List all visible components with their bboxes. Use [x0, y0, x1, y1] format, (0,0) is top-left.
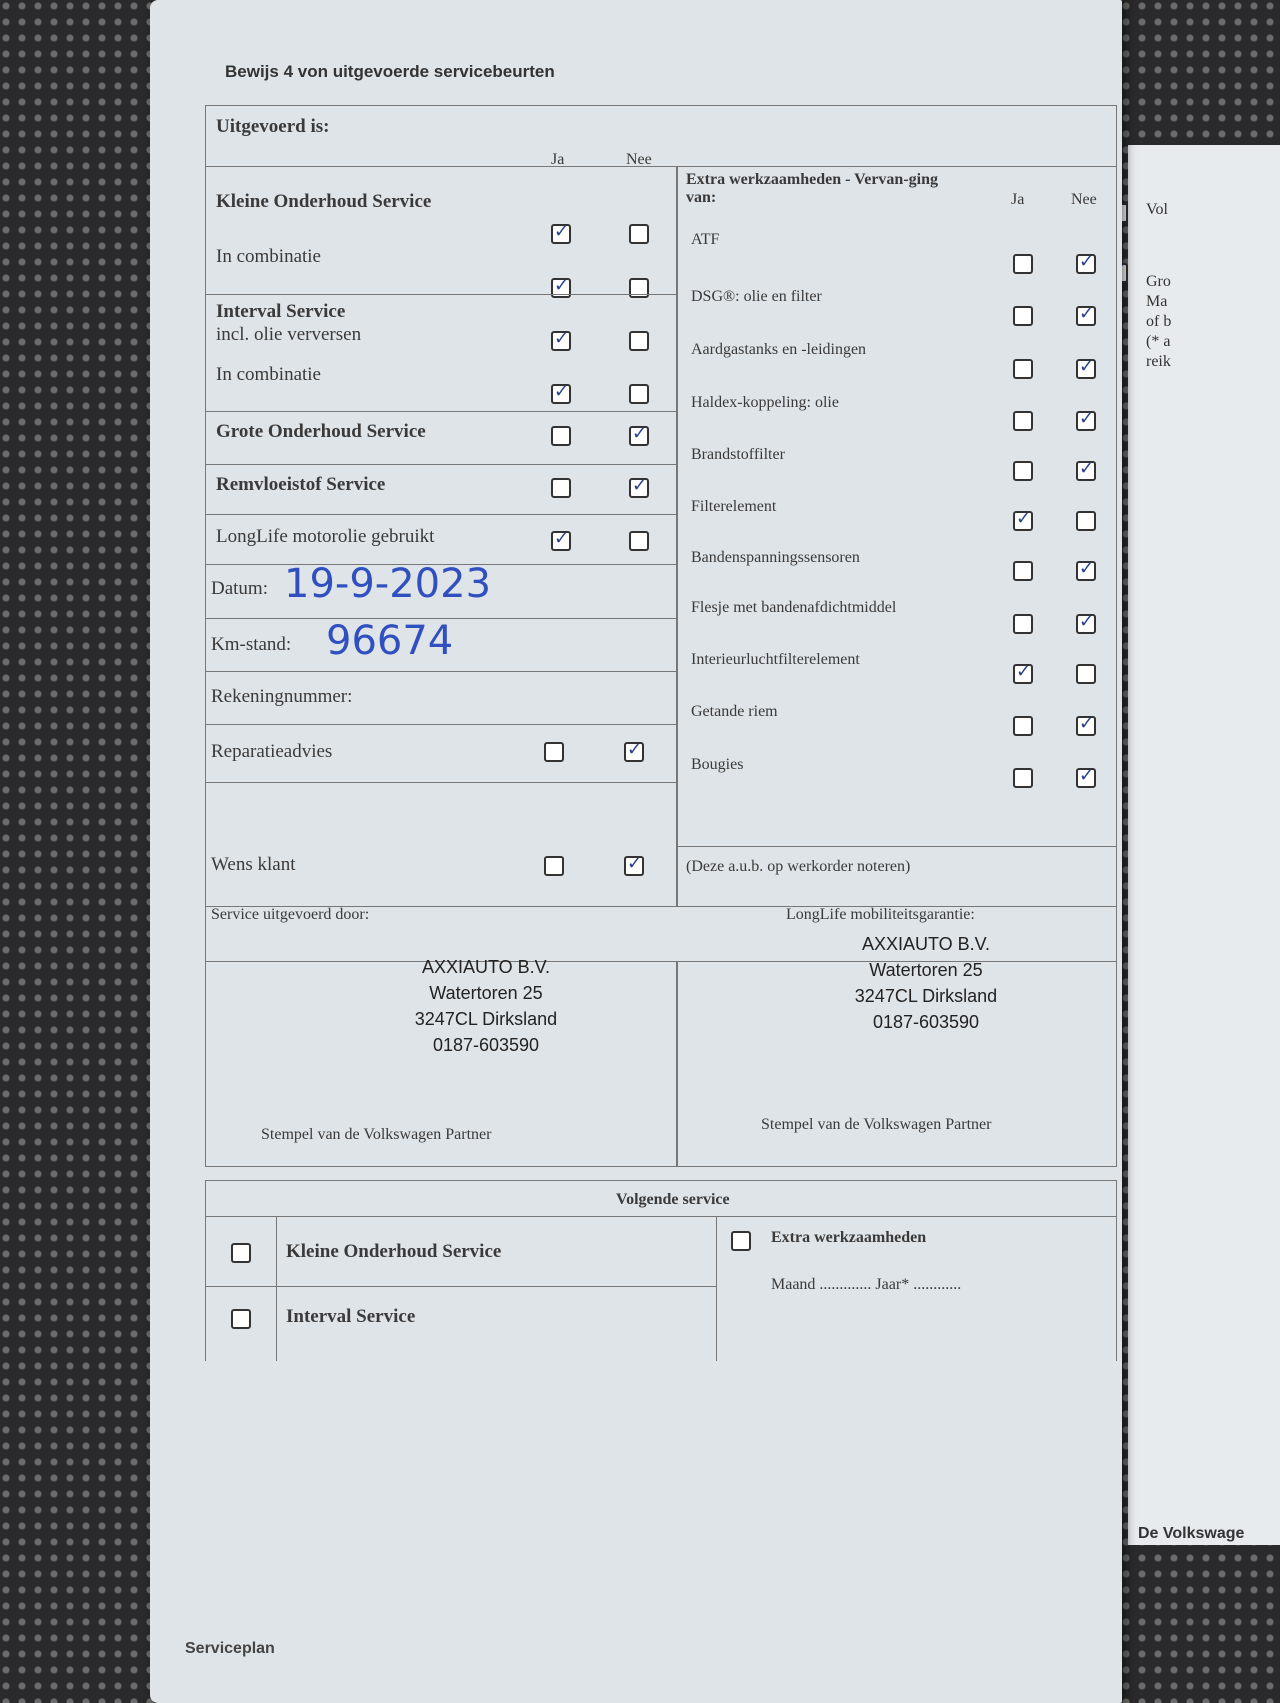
right-header-label: Extra werkzaamheden - Vervan-ging van:	[686, 171, 938, 206]
right-row-label: Getande riem	[691, 703, 778, 720]
left-row-4-nee-checkbox[interactable]	[629, 384, 649, 404]
left-divider-7	[206, 671, 676, 672]
stamp-line: 0187-603590	[432, 1035, 540, 1055]
right-row-1-ja-checkbox[interactable]	[1013, 254, 1033, 274]
left-row-2-nee-checkbox[interactable]	[629, 278, 649, 298]
right-row-label: Haldex-koppeling: olie	[691, 394, 839, 411]
wens-ja-checkbox[interactable]	[544, 856, 564, 876]
reparatie-label: Reparatieadvies	[211, 741, 333, 762]
left-row-label: Interval Service	[216, 301, 346, 322]
stamp-line: 3247CL Dirksland	[854, 986, 998, 1006]
divider-bougies	[676, 846, 1116, 847]
right-page-text-gro: Gro	[1146, 273, 1171, 290]
right-row-6-nee-checkbox[interactable]	[1076, 511, 1096, 531]
km-label: Km-stand:	[211, 634, 292, 655]
left-divider-1	[206, 294, 676, 295]
stamp-line: AXXIAUTO B.V.	[861, 934, 991, 954]
left-row-1-ja-checkbox[interactable]	[551, 224, 571, 244]
right-row-4-nee-checkbox[interactable]	[1076, 411, 1096, 431]
next-maand-jaar: Maand ............. Jaar* ............	[771, 1276, 962, 1293]
next-divider-top	[206, 1216, 1116, 1217]
right-row-4-ja-checkbox[interactable]	[1013, 411, 1033, 431]
next-extra-label: Extra werkzaamheden	[771, 1229, 927, 1246]
next-divider-mid	[716, 1216, 717, 1361]
right-page-text-reik: reik	[1146, 353, 1171, 370]
stamp-line: AXXIAUTO B.V.	[421, 957, 551, 977]
reparatie-nee-checkbox[interactable]	[624, 742, 644, 762]
right-row-label: Brandstoffilter	[691, 446, 785, 463]
left-row-6-ja-checkbox[interactable]	[551, 478, 571, 498]
right-row-11-ja-checkbox[interactable]	[1013, 768, 1033, 788]
right-row-label: Flesje met bandenafdichtmiddel	[691, 599, 897, 616]
reparatie-ja-checkbox[interactable]	[544, 742, 564, 762]
left-header-nee: Nee	[626, 151, 652, 168]
next-kleine-checkbox[interactable]	[231, 1243, 251, 1263]
wens-nee-checkbox[interactable]	[624, 856, 644, 876]
right-page-text-vol: Vol	[1146, 201, 1168, 218]
next-interval-checkbox[interactable]	[231, 1309, 251, 1329]
left-row-label: Remvloeistof Service	[216, 474, 386, 495]
longlife-caption: Stempel van de Volkswagen Partner	[761, 1116, 992, 1133]
right-row-label: Bandenspanningssensoren	[691, 549, 860, 566]
right-row-8-nee-checkbox[interactable]	[1076, 614, 1096, 634]
stamp-line: Watertoren 25	[869, 960, 983, 980]
wens-note: (Deze a.u.b. op werkorder noteren)	[686, 858, 911, 875]
left-header-ja: Ja	[551, 151, 565, 168]
left-row-label: Grote Onderhoud Service	[216, 421, 426, 442]
right-row-11-nee-checkbox[interactable]	[1076, 768, 1096, 788]
left-row-label: In combinatie	[216, 246, 321, 267]
left-divider-3	[206, 464, 676, 465]
stamp-line: Watertoren 25	[429, 983, 543, 1003]
next-kleine-label: Kleine Onderhoud Service	[286, 1241, 502, 1262]
left-row-label: Kleine Onderhoud Service	[216, 191, 432, 212]
left-row-label: In combinatie	[216, 364, 321, 385]
right-row-9-ja-checkbox[interactable]	[1013, 664, 1033, 684]
right-row-1-nee-checkbox[interactable]	[1076, 254, 1096, 274]
left-row-5-ja-checkbox[interactable]	[551, 426, 571, 446]
right-header-ja: Ja	[1011, 191, 1025, 208]
left-row-sublabel: incl. olie verversen	[216, 324, 362, 345]
right-header-nee: Nee	[1071, 191, 1097, 208]
right-row-3-ja-checkbox[interactable]	[1013, 359, 1033, 379]
right-row-5-nee-checkbox[interactable]	[1076, 461, 1096, 481]
left-row-3-nee-checkbox[interactable]	[629, 331, 649, 351]
longlife-label: LongLife mobiliteitsgarantie:	[786, 906, 975, 923]
longlife-stamp	[816, 931, 1036, 1035]
right-row-9-nee-checkbox[interactable]	[1076, 664, 1096, 684]
right-row-label: Interieurluchtfilterelement	[691, 651, 860, 668]
right-row-6-ja-checkbox[interactable]	[1013, 511, 1033, 531]
right-row-10-nee-checkbox[interactable]	[1076, 716, 1096, 736]
wens-label: Wens klant	[211, 854, 296, 875]
right-row-5-ja-checkbox[interactable]	[1013, 461, 1033, 481]
left-header-label: Uitgevoerd is:	[216, 116, 330, 137]
divider-stamps-vertical	[676, 961, 678, 1166]
divider-header	[206, 166, 1116, 167]
next-service-header: Volgende service	[616, 1191, 730, 1208]
left-row-3-ja-checkbox[interactable]	[551, 331, 571, 351]
next-interval-label: Interval Service	[286, 1306, 416, 1327]
km-value: 96674	[326, 618, 454, 664]
right-row-3-nee-checkbox[interactable]	[1076, 359, 1096, 379]
right-row-2-ja-checkbox[interactable]	[1013, 306, 1033, 326]
left-row-4-ja-checkbox[interactable]	[551, 384, 571, 404]
rekening-label: Rekeningnummer:	[211, 686, 353, 707]
right-page-text-ma: Ma	[1146, 293, 1168, 310]
right-row-label: Filterelement	[691, 498, 777, 515]
left-row-2-ja-checkbox[interactable]	[551, 278, 571, 298]
left-row-1-nee-checkbox[interactable]	[629, 224, 649, 244]
next-service-section	[205, 1180, 1117, 1361]
right-row-label: Aardgastanks en -leidingen	[691, 341, 867, 358]
right-row-label: Bougies	[691, 756, 744, 773]
next-divider-cb	[276, 1216, 277, 1361]
service-form	[205, 105, 1117, 1167]
next-divider-row	[206, 1286, 716, 1287]
service-by-stamp	[376, 954, 596, 1058]
right-row-7-nee-checkbox[interactable]	[1076, 561, 1096, 581]
right-page-text-star: (* a	[1146, 333, 1171, 350]
divider-vertical	[676, 166, 678, 906]
right-row-10-ja-checkbox[interactable]	[1013, 716, 1033, 736]
right-row-label: DSG®: olie en filter	[691, 288, 822, 305]
next-extra-checkbox[interactable]	[731, 1231, 751, 1251]
datum-label: Datum:	[211, 578, 268, 599]
left-divider-9	[206, 782, 676, 783]
stamp-line: 3247CL Dirksland	[414, 1009, 558, 1029]
right-row-7-ja-checkbox[interactable]	[1013, 561, 1033, 581]
left-row-label: LongLife motorolie gebruikt	[216, 526, 435, 547]
right-page-text-ofb: of b	[1146, 313, 1172, 330]
left-divider-8	[206, 724, 676, 725]
right-row-2-nee-checkbox[interactable]	[1076, 306, 1096, 326]
right-page-footer: De Volkswage	[1138, 1525, 1245, 1542]
right-row-label: ATF	[691, 231, 720, 248]
left-row-6-nee-checkbox[interactable]	[629, 478, 649, 498]
left-row-5-nee-checkbox[interactable]	[629, 426, 649, 446]
service-by-caption: Stempel van de Volkswagen Partner	[261, 1126, 492, 1143]
page-title: Bewijs 4 von uitgevoerde servicebeurten	[225, 62, 555, 81]
left-divider-4	[206, 514, 676, 515]
left-row-7-ja-checkbox[interactable]	[551, 531, 571, 551]
service-by-label: Service uitgevoerd door:	[211, 906, 370, 923]
left-divider-2	[206, 411, 676, 412]
left-row-7-nee-checkbox[interactable]	[629, 531, 649, 551]
adjacent-page	[1128, 145, 1280, 1545]
datum-value: 19-9-2023	[284, 561, 492, 607]
page-footer: Serviceplan	[185, 1640, 275, 1657]
stamp-line: 0187-603590	[872, 1012, 980, 1032]
right-row-8-ja-checkbox[interactable]	[1013, 614, 1033, 634]
